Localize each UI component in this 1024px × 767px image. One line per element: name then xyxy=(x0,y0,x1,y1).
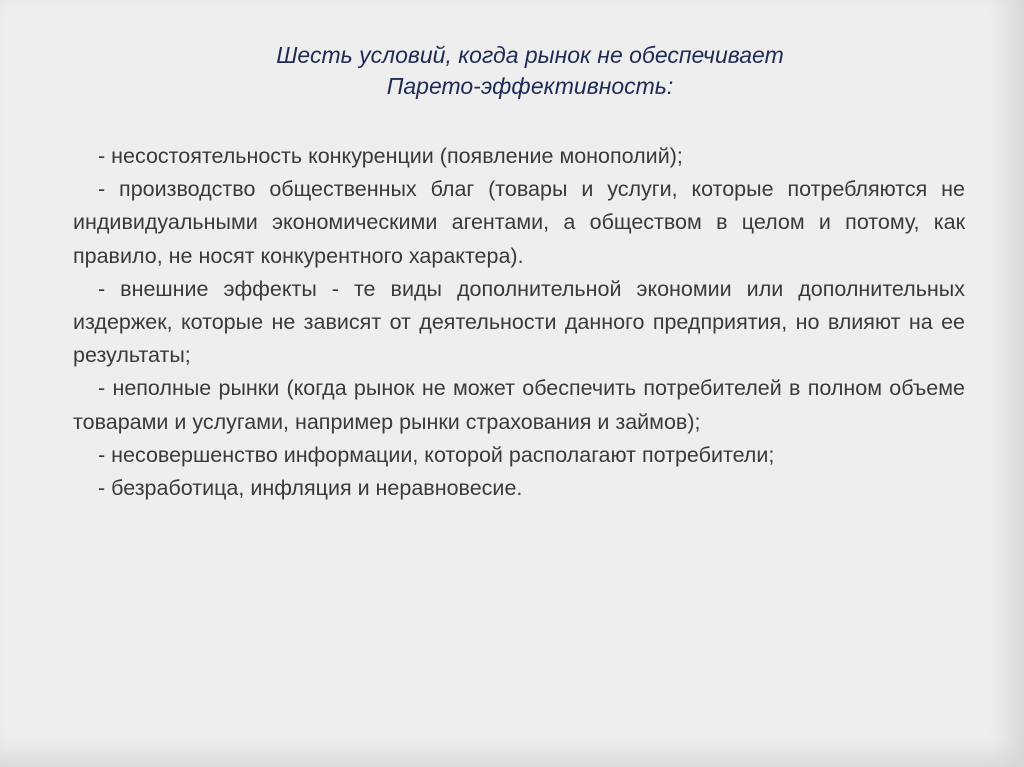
slide-title-line-1: Шесть условий, когда рынок не обеспечивает xyxy=(276,42,784,68)
list-item-public-goods: - производство общественных благ (товары и услуги, которые потребляются не индивидуальными экономическими агентами, а обществом в целом и потому, как правило, не носят конкурентного характера). xyxy=(73,177,965,268)
list-item-competition-failure: - несостоятельность конкуренции (появление монополий); xyxy=(98,144,683,168)
list-item-imperfect-information: - несовершенство информации, которой располагают потребители; xyxy=(98,442,775,467)
conditions-list xyxy=(73,140,965,505)
list-item-incomplete-markets: - неполные рынки (когда рынок не может обеспечить потребителей в полном объеме товарами и услугами, например рынки страхования и займов); xyxy=(73,376,965,434)
slide-title xyxy=(150,40,910,102)
slide-title-line-2: Парето-эффективность: xyxy=(386,73,674,99)
list-item-unemployment-inflation: - безработица, инфляция и неравновесие. xyxy=(98,476,523,501)
list-item-externalities: - внешние эффекты - те виды дополнительной экономии или дополнительных издержек, которые не зависят от деятельности данного предприятия, но влияют на ее результаты; xyxy=(73,276,965,368)
